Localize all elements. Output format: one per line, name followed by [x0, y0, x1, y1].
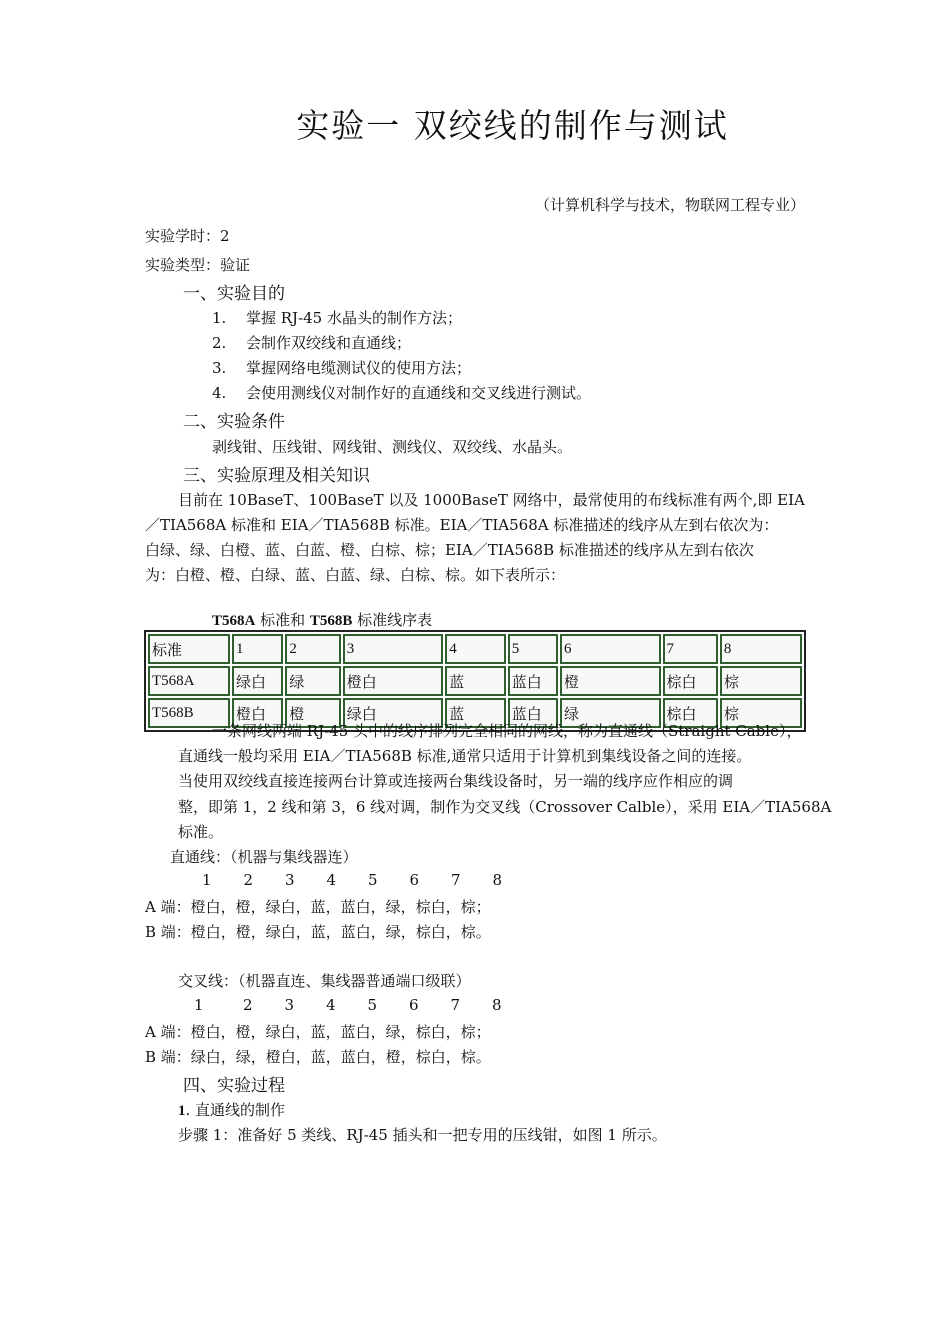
table-cell: 橙白	[232, 698, 283, 728]
explain-line: 一条网线两端 RJ-45 头中的线序排列完全相同的网线，称为直通线（Straight Cable），	[212, 722, 802, 740]
table-cell: 棕	[720, 698, 802, 728]
straight-a-end: A 端：橙白，橙，绿白，蓝，蓝白，绿，棕白，棕；	[145, 898, 491, 916]
table-cell: 橙	[560, 666, 661, 696]
table-cell: 蓝	[445, 698, 506, 728]
experiment-type: 实验类型：验证	[145, 256, 251, 274]
principles-line: 为：白橙、橙、白绿、蓝、白蓝、绿、白棕、棕。如下表所示：	[145, 566, 566, 584]
table-cell: 4	[445, 634, 506, 664]
explain-line: 当使用双绞线直接连接两台计算或连接两台集线设备时，另一端的线序应作相应的调	[178, 772, 734, 790]
conditions-text: 剥线钳、压线钳、网线钳、测线仪、双绞线、水晶头。	[212, 438, 573, 456]
table-cell: 橙	[285, 698, 340, 728]
explain-line: 直通线一般均采用 EIA／TIA568B 标准,通常只适用于计算机到集线设备之间的连接。	[178, 747, 752, 765]
page-title: 实验一 双绞线的制作与测试	[296, 106, 729, 145]
list-item	[212, 382, 591, 403]
item-text: 掌握 RJ-45 水晶头的制作方法；	[246, 309, 462, 327]
list-item	[212, 332, 411, 353]
subsection-heading: 1. 直通线的制作	[178, 1101, 286, 1119]
table-cell: 蓝白	[508, 666, 558, 696]
table-cell: 棕白	[663, 666, 718, 696]
crossover-b-end: B 端：绿白，绿，橙白，蓝，蓝白，橙，棕白，棕。	[145, 1048, 491, 1066]
crossover-a-end: A 端：橙白，橙，绿白，蓝，蓝白，绿，棕白，棕；	[145, 1023, 491, 1041]
table-cell: 7	[663, 634, 718, 664]
table-row	[148, 666, 802, 696]
table-cell: 6	[560, 634, 661, 664]
item-number: 2.	[212, 334, 227, 352]
principles-line: 目前在 10BaseT、100BaseT 以及 1000BaseT 网络中，最常使用的布线标准有两个,即 EIA	[178, 491, 805, 509]
table-cell: 8	[720, 634, 802, 664]
experiment-hours: 实验学时：2	[145, 227, 230, 245]
explain-line: 整，即第 1，2 线和第 3，6 线对调，制作为交叉线（Crossover Calble），采用 EIA／TIA568A	[178, 798, 832, 816]
table-cell: 1	[232, 634, 283, 664]
subtitle: （计算机科学与技术，物联网工程专业）	[534, 196, 805, 214]
table-cell: 绿白	[343, 698, 444, 728]
crossover-heading: 交叉线：（机器直连、集线器普通端口级联）	[178, 972, 471, 990]
table-cell: 2	[285, 634, 340, 664]
table-cell: 蓝白	[508, 698, 558, 728]
step-text: 步骤 1：准备好 5 类线、RJ-45 插头和一把专用的压线钳，如图 1 所示。	[178, 1126, 667, 1144]
item-number: 1.	[212, 309, 227, 327]
table-caption: T568A 标准和 T568B 标准线序表	[212, 611, 433, 629]
section-heading-procedure: 四、实验过程	[183, 1076, 285, 1096]
table-cell: 标准	[148, 634, 230, 664]
item-text: 掌握网络电缆测试仪的使用方法；	[246, 359, 472, 377]
table-cell: 棕白	[663, 698, 718, 728]
table-cell: 蓝	[445, 666, 506, 696]
table-cell: 5	[508, 634, 558, 664]
principles-line: 白绿、绿、白橙、蓝、白蓝、橙、白棕、棕；EIA／TIA568B 标准描述的线序从左到右依次	[145, 541, 754, 559]
list-item	[212, 357, 471, 378]
item-text: 会使用测线仪对制作好的直通线和交叉线进行测试。	[246, 384, 592, 402]
table-cell: T568A	[148, 666, 230, 696]
crossover-pin-numbers: 1 2 3 4 5 6 7 8	[194, 996, 502, 1014]
item-number: 4.	[212, 384, 227, 402]
straight-b-end: B 端：橙白，橙，绿白，蓝，蓝白，绿，棕白，棕。	[145, 923, 491, 941]
item-number: 3.	[212, 359, 227, 377]
table-cell: 棕	[720, 666, 802, 696]
item-text: 会制作双绞线和直通线；	[246, 334, 412, 352]
wiring-standard-table	[144, 630, 806, 732]
section-heading-purpose: 一、实验目的	[183, 284, 285, 304]
principles-line: ／TIA568A 标准和 EIA／TIA568B 标准。EIA／TIA568A 标准描述的线序从左到右依次为：	[145, 516, 779, 534]
table-header-row	[148, 634, 802, 664]
section-heading-conditions: 二、实验条件	[183, 412, 285, 432]
table-cell: 绿白	[232, 666, 283, 696]
straight-heading: 直通线：（机器与集线器连）	[170, 848, 358, 866]
section-heading-principles: 三、实验原理及相关知识	[183, 466, 370, 486]
table-cell: 绿	[285, 666, 340, 696]
table-cell: 绿	[560, 698, 661, 728]
list-item	[212, 307, 462, 328]
explain-line: 标准。	[178, 823, 224, 841]
table-cell: 橙白	[343, 666, 444, 696]
table-cell: 3	[343, 634, 444, 664]
straight-pin-numbers: 1 2 3 4 5 6 7 8	[202, 871, 503, 889]
table-cell: T568B	[148, 698, 230, 728]
